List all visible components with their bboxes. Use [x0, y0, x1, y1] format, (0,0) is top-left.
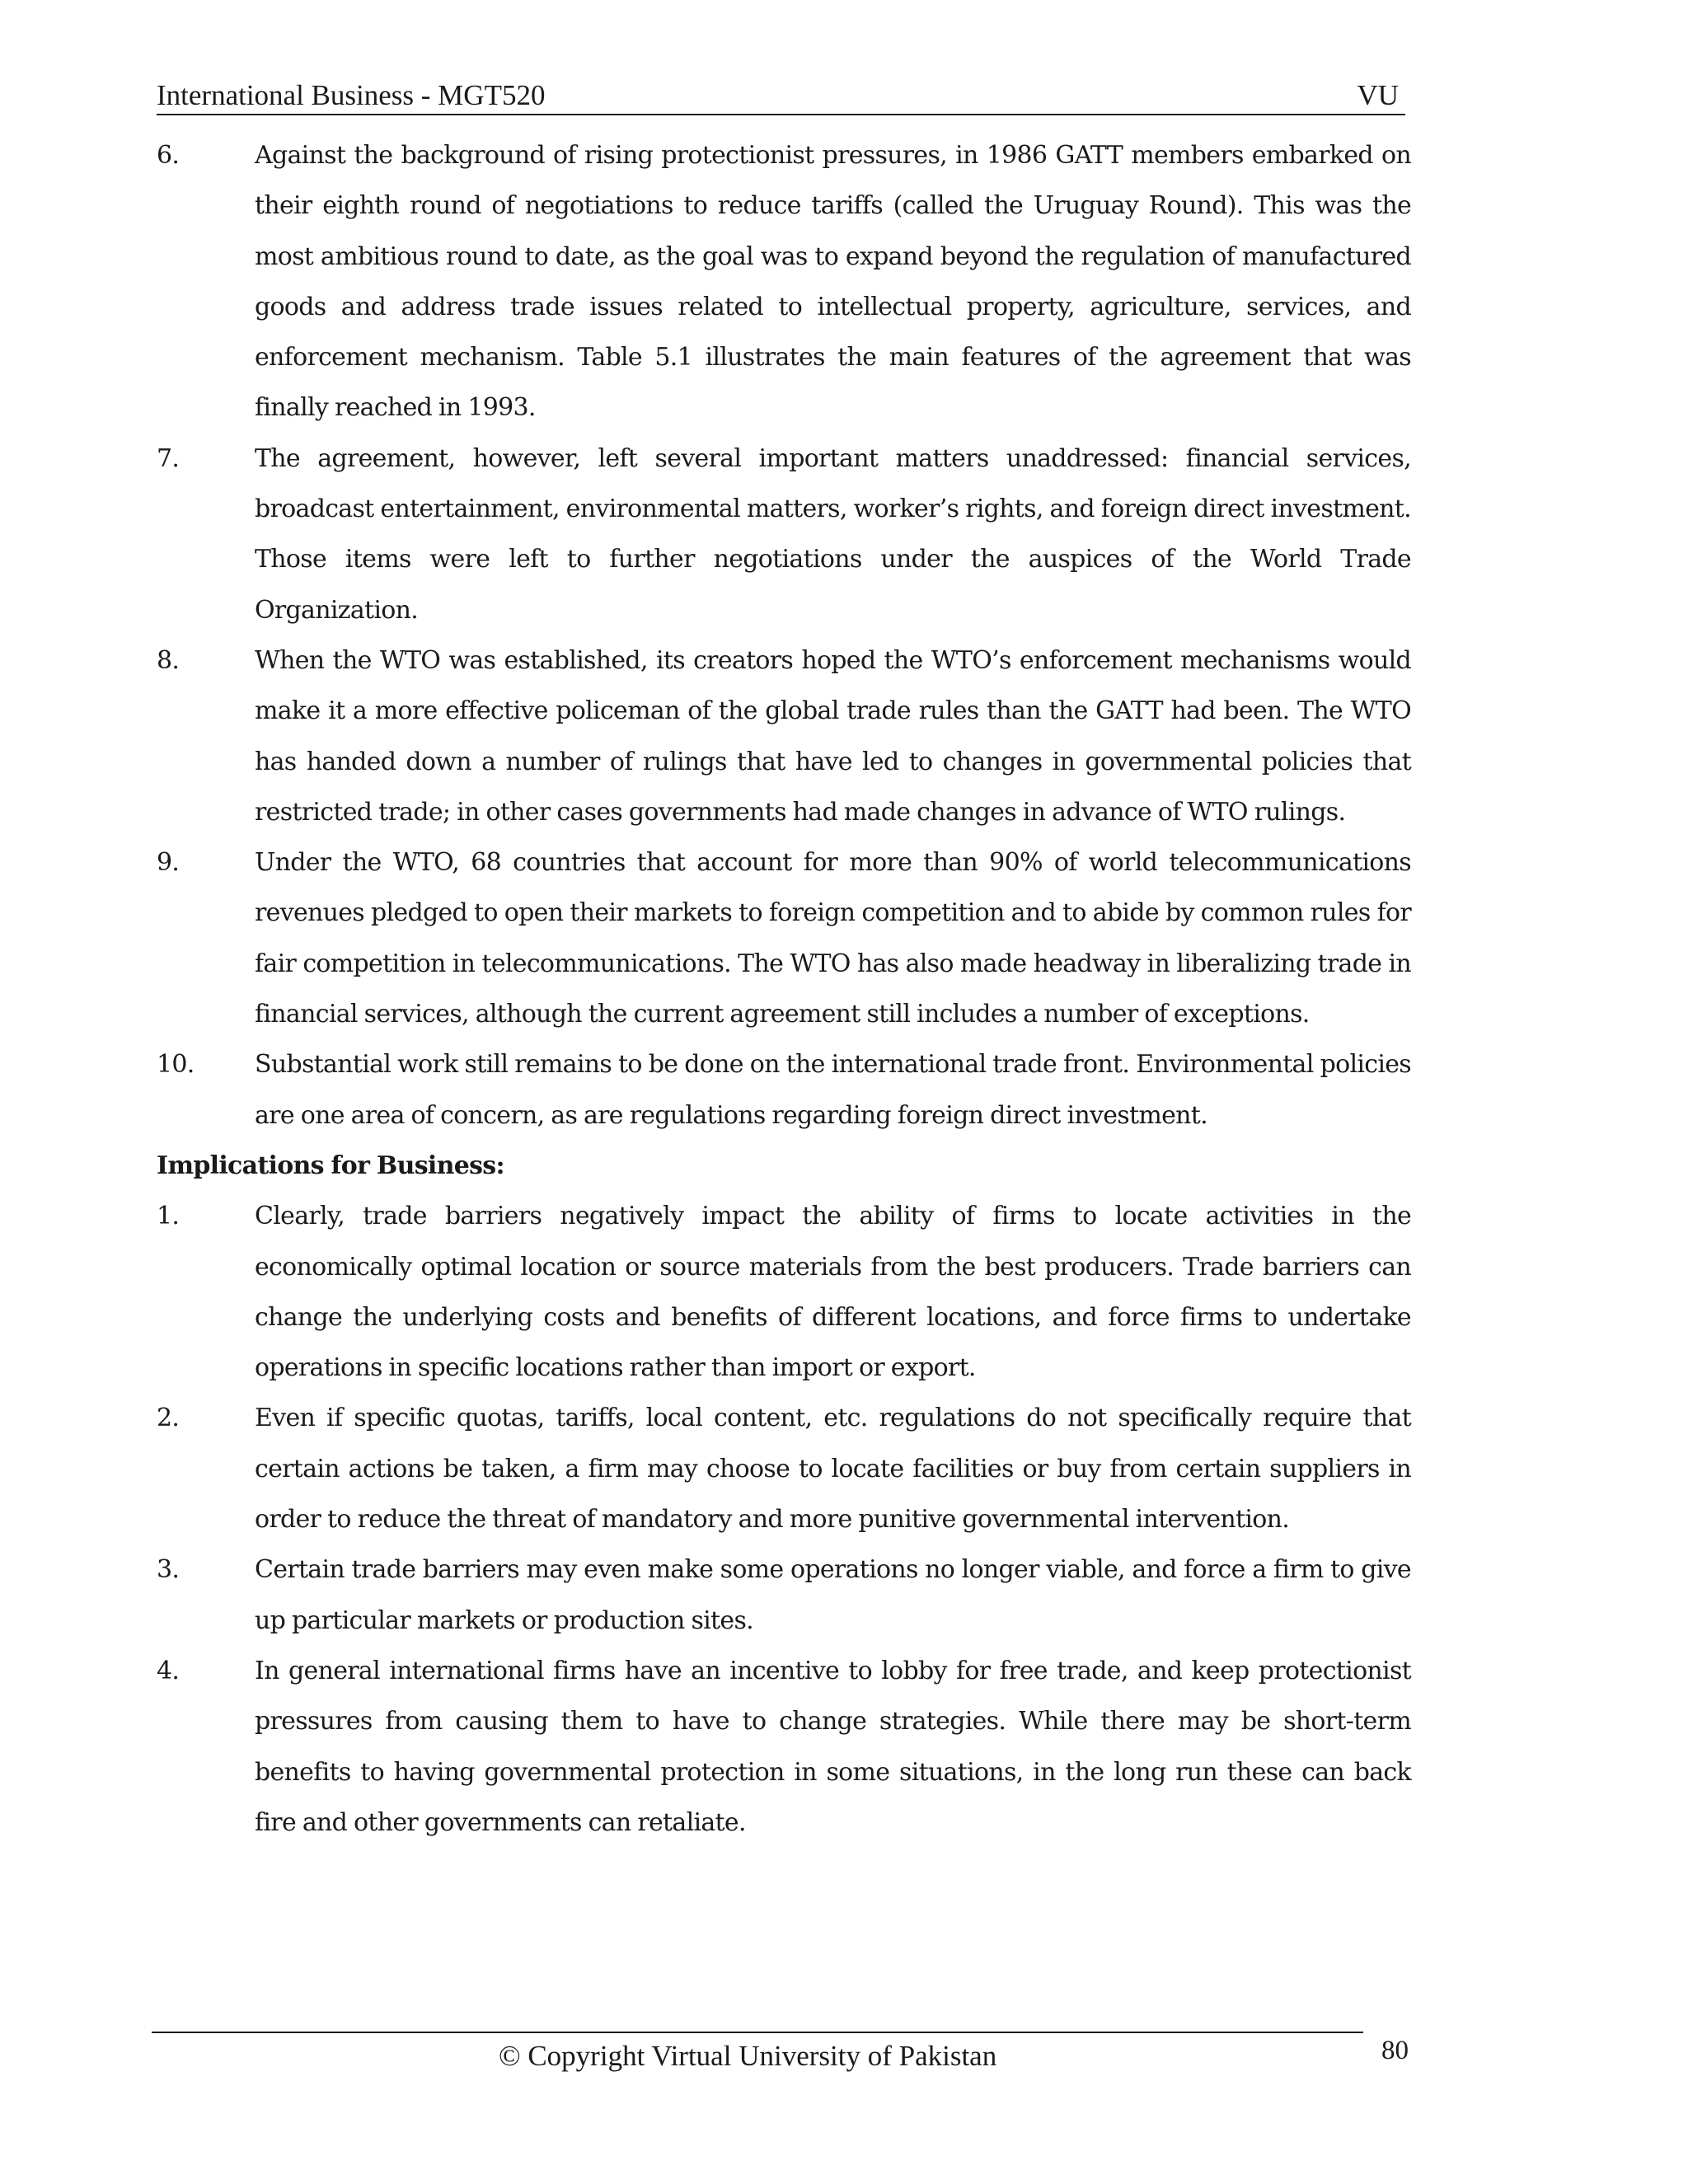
list-item	[157, 1544, 1411, 1646]
list-number: 2.	[157, 1404, 180, 1433]
footer-divider	[152, 2032, 1363, 2033]
list-text: Against the background of rising protectionist pressures, in 1986 GATT members embarked on their eighth round of negotiations to reduce tariffs (called the Uruguay Round). This was the most ambitious round to date, as the goal was to expand beyond the regulation of manufactured goods and address trade issues related to intellectual property, agriculture, services, and enforcement mechanism. Table 5.1 illustrates the main features of the agreement that was finally reached in 1993.	[255, 141, 1411, 423]
list-number: 10.	[157, 1050, 195, 1080]
list-text: Substantial work still remains to be done on the international trade front. Environmental policies are one area of concern, as are regulations regarding foreign direct investment.	[255, 1050, 1411, 1130]
list-item	[157, 1039, 1411, 1141]
implications-list	[157, 1191, 1411, 1848]
list-item	[157, 1646, 1411, 1848]
institution-abbrev: VU	[1357, 79, 1399, 111]
list-item	[157, 635, 1411, 837]
list-number: 3.	[157, 1555, 180, 1585]
list-text: Even if specific quotas, tariffs, local content, etc. regulations do not specifically require that certain actions be taken, a firm may choose to locate facilities or buy from certain suppliers in order to reduce the threat of mandatory and more punitive governmental intervention.	[255, 1404, 1411, 1535]
list-number: 9.	[157, 848, 180, 878]
list-item	[157, 130, 1411, 434]
section-heading: Implications for Business:	[157, 1151, 504, 1180]
list-text: Under the WTO, 68 countries that account for more than 90% of world telecommunications revenues pledged to open their markets to foreign competition and to abide by common rules for fair competition in telecommunications. The WTO has also made headway in liberalizing trade in financial services, although the current agreement still includes a number of exceptions.	[255, 848, 1411, 1029]
list-number: 8.	[157, 645, 180, 675]
list-text: Clearly, trade barriers negatively impact the ability of firms to locate activities in the economically optimal location or source materials from the best producers. Trade barriers can change the underlying costs and benefits of different locations, and force firms to undertake operations in specific locations rather than import or export.	[255, 1202, 1411, 1383]
course-title: International Business - MGT520	[157, 79, 546, 111]
list-text: The agreement, however, left several important matters unaddressed: financial services, broadcast entertainment, environmental matters, worker’s rights, and foreign direct investment. Those items were left to further negotiations under the auspices of the World Trade Organization.	[255, 443, 1411, 625]
wto-list	[157, 130, 1411, 1141]
page-number: 80	[1381, 2036, 1409, 2065]
list-text: In general international firms have an incentive to lobby for free trade, and keep protectionist pressures from causing them to have to change strategies. While there may be short-term benefits to having governmental protection in some situations, in the long run these can back fire and other governments can retaliate.	[255, 1656, 1411, 1837]
list-number: 7.	[157, 443, 180, 473]
list-number: 4.	[157, 1656, 180, 1685]
list-number: 6.	[157, 141, 180, 170]
page-header	[157, 77, 1405, 115]
list-item	[157, 1393, 1411, 1544]
list-item	[157, 434, 1411, 635]
list-text: Certain trade barriers may even make some operations no longer viable, and force a firm to give up particular markets or production sites.	[255, 1555, 1411, 1635]
list-number: 1.	[157, 1202, 180, 1231]
main-content	[157, 130, 1411, 1848]
list-item	[157, 837, 1411, 1039]
list-text: When the WTO was established, its creators hoped the WTO’s enforcement mechanisms would make it a more effective policeman of the global trade rules than the GATT had been. The WTO has handed down a number of rulings that have led to changes in governmental policies that restricted trade; in other cases governments had made changes in advance of WTO rulings.	[255, 645, 1411, 827]
copyright-notice: © Copyright Virtual University of Pakistan	[499, 2040, 997, 2072]
list-item	[157, 1191, 1411, 1393]
